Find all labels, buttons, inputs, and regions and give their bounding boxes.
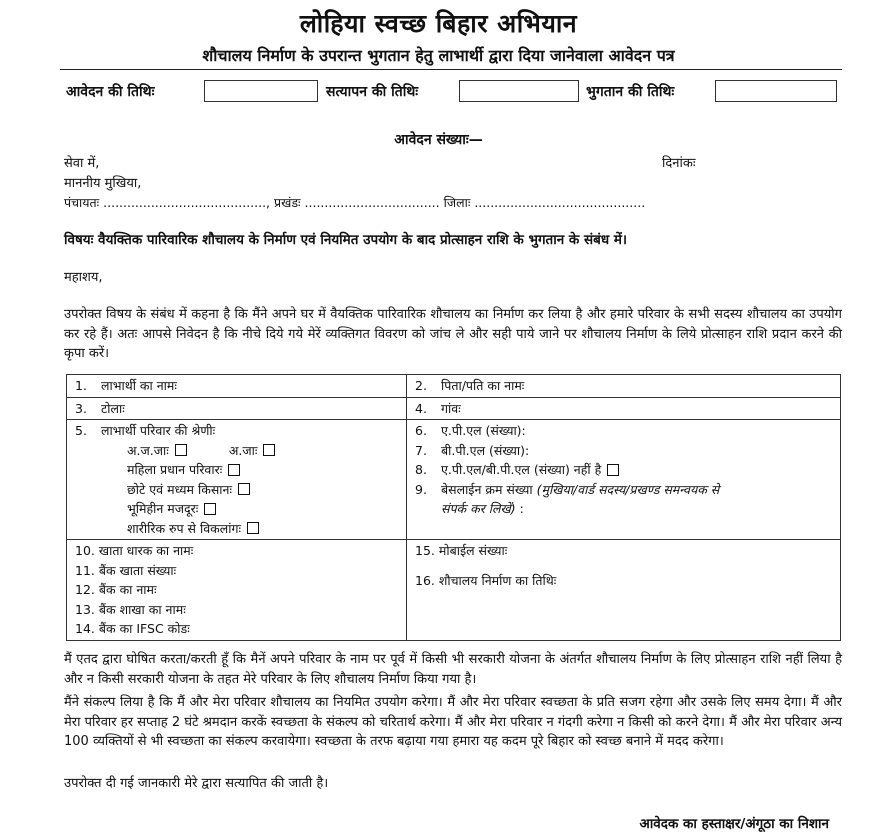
table-row [67,375,841,398]
table-row [67,540,841,641]
father-husband-name-label: पिता/पति का नामः [441,378,525,393]
letter-subject: विषयः वैयक्तिक पारिवारिक शौचालय के निर्माण एवं नियमित उपयोग के बाद प्रोत्साहन राशि के भुगतान के संबंध में। [64,232,628,248]
baseline-label: बेसलाईन क्रम संख्या [441,481,533,497]
declaration-previous-benefit: मैं एतद द्वारा घोषित करता/करती हूँ कि मैनें अपने परिवार के नाम पर पूर्व में किसी भी सरकारी योजना के अंतर्गत शौचालय निर्माण के लिए प्रोत्साहन राशि नहीं लिया है और न किसी सरकारी योजना के तहत मेरे परिवार के लिए शौचालय निर्माण किया गया है। [64,652,842,687]
baseline-colon: : [519,501,524,516]
signature-label: आवेदक का हस्ताक्षर/अंगूठा का निशान [639,816,829,832]
woman-headed-checkbox[interactable] [228,464,240,476]
field-number: 6. [415,423,427,438]
sc-checkbox[interactable] [175,444,187,456]
village-label: गांवः [441,400,461,416]
verification-date-field[interactable] [459,80,579,102]
no-apl-bpl-checkbox[interactable] [607,464,619,476]
salutation: महाशय, [64,270,103,285]
address-recipient: माननीय मुखिया, [64,176,142,191]
branch-name-label: 13. बैंक शाखा का नामः [75,601,186,617]
application-date-field[interactable] [204,80,318,102]
form-title: लोहिया स्वच्छ बिहार अभियान [299,9,578,38]
account-number-label: 11. बैंक खाता संख्याः [75,562,177,578]
address-to: सेवा में, [64,156,100,171]
woman-headed-label: महिला प्रधान परिवारः [127,462,223,477]
payment-date-label: भुगतान की तिथिः [586,84,675,100]
small-farmer-label: छोटे एवं मध्यम किसानः [127,481,232,497]
construction-date-label: 16. शौचालय निर्माण का तिथिः [415,572,557,588]
tola-label: टोलाः [101,400,125,416]
address-location-line: पंचायतः ........................................., प्रखंडः .................................. जिलाः ........................................... [64,195,646,210]
field-number: 8. [415,462,427,477]
beneficiary-details-table [66,374,841,641]
application-number-label: आवेदन संख्याः— [394,132,483,148]
field-number: 7. [415,442,427,458]
declaration-verification: उपरोक्त दी गई जानकारी मेरे द्वारा सत्यापित की जाती है। [64,776,329,791]
bpl-label: बी.पी.एल (संख्या): [441,442,530,458]
form-subtitle: शौचालय निर्माण के उपरान्त भुगतान हेतु लाभार्थी द्वारा दिया जानेवाला आवेदन पत्र [202,46,675,65]
header-divider [60,69,842,70]
field-number: 5. [75,423,87,438]
table-row [67,397,841,420]
sc-label: अ.ज.जाः [127,442,169,458]
field-number: 4. [415,400,427,416]
no-apl-bpl-label: ए.पी.एल/बी.पी.एल (संख्या) नहीं है [441,462,602,477]
st-label: अ.जाः [228,442,258,458]
disabled-checkbox[interactable] [247,522,259,534]
declaration-pledge: मैंने संकल्प लिया है कि मैं और मेरा परिवार शौचालय का नियमित उपयोग करेगा। मैं और मेरा परिवार स्वच्छता के प्रति सजग रहेगा और उसके लिए समय देगा। मैं और मेरा परिवार हर सप्ताह 2 घंटे श्रमदान करकें स्वच्छता के संकल्प को चरितार्थ करेगा। मैं और मेरा परिवार न गंदगी करेगा न किसी को करने देगा। मैं और मेरा परिवार अन्य 100 व्यक्तियों से भी स्वच्छता का संकल्प करवायेगा। स्वच्छता के तरफ बढ़ाया गया हमारा यह कदम पूरे बिहार को स्वच्छ बनाने में मदद करेगा। [64,695,842,749]
table-row [67,420,841,540]
field-number: 1. [75,378,87,393]
beneficiary-name-label: लाभार्थी का नामः [101,378,177,393]
landless-checkbox[interactable] [204,503,216,515]
letter-date-label: दिनांकः [662,156,696,171]
body-paragraph: उपरोक्त विषय के संबंध में कहना है कि मैंने अपने घर में वैयक्तिक पारिवारिक शौचालय का निर्माण कर लिया है और हमारे परिवार के सभी सदस्य शौचालय का उपयोग कर रहे हैं। अतः आपसे निवेदन है कि नीचे दिये गये मेरें व्यक्तिगत विवरण को जांच ले और सही पाये जाने पर शौचालय निर्माण के लिये प्रोत्साहन राशि प्रदान करने की कृपा करें। [64,307,842,361]
bank-name-label: 12. बैंक का नामः [75,582,157,597]
st-checkbox[interactable] [263,444,275,456]
verification-date-label: सत्यापन की तिथिः [326,84,419,100]
category-label: लाभार्थी परिवार की श्रेणीः [101,423,216,438]
ifsc-label: 14. बैंक का IFSC कोडः [75,621,190,636]
baseline-note-cont: संपर्क कर लिखें) [441,501,516,516]
small-farmer-checkbox[interactable] [238,483,250,495]
apl-label: ए.पी.एल (संख्या): [441,423,526,438]
account-holder-label: 10. खाता धारक का नामः [75,543,194,558]
field-number: 9. [415,481,427,497]
field-number: 3. [75,400,87,416]
baseline-note: (मुखिया/वार्ड सदस्य/प्रखण्ड समन्वयक से [536,481,720,497]
application-date-label: आवेदन की तिथिः [66,84,155,100]
mobile-label: 15. मोबाईल संख्याः [415,543,508,558]
field-number: 2. [415,378,427,393]
payment-date-field[interactable] [715,80,837,102]
landless-label: भूमिहीन मजदूरः [127,501,199,516]
disabled-label: शारीरिक रुप से विकलांगः [127,520,242,536]
